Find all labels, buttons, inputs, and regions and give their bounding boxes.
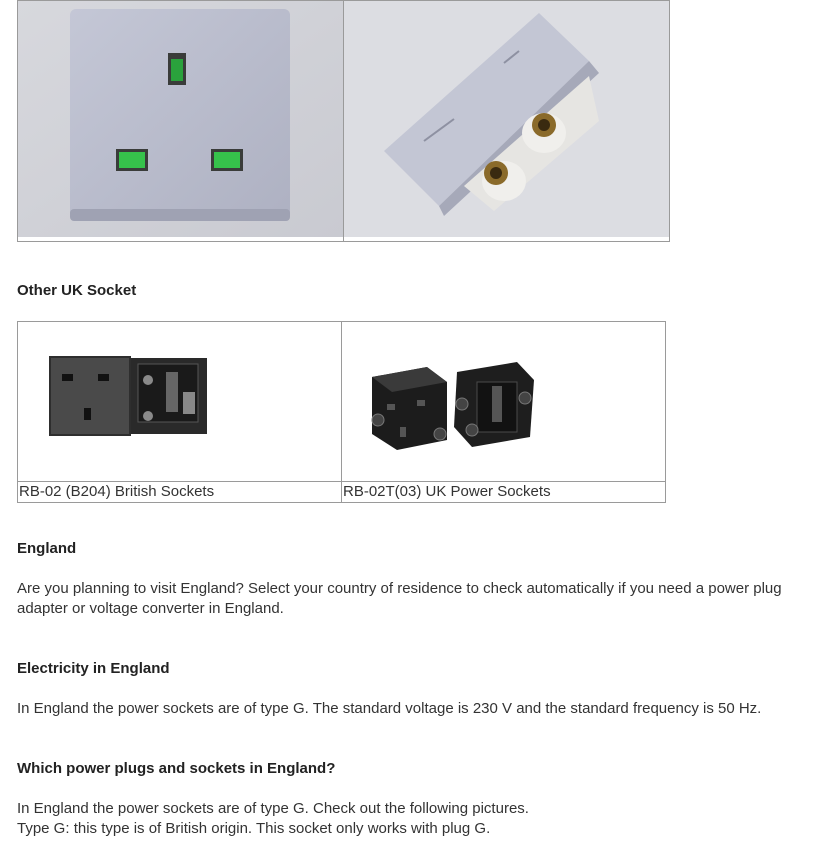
- top-photo-table: [17, 0, 670, 242]
- england-heading: England: [17, 540, 77, 557]
- socket-photo-cell-rb02t: [342, 322, 666, 482]
- socket-caption-cell-rb02t: [342, 482, 666, 503]
- plugs-heading: Which power plugs and sockets in England?: [17, 760, 336, 777]
- socket-caption-cell-rb02: [18, 482, 342, 503]
- other-sockets-table: [17, 321, 666, 503]
- uk-socket-side-photo: [344, 1, 669, 237]
- top-photo-cell-side: [344, 1, 670, 242]
- england-intro-text: Are you planning to visit England? Select your country of residence to check automatically if you need a power plug adapter or voltage converter in England.: [17, 580, 782, 617]
- socket-photo-cell-rb02: [18, 322, 342, 482]
- rb02t-socket-photo: [342, 322, 665, 477]
- socket-caption-rb02: RB-02 (B204) British Sockets: [19, 483, 215, 500]
- other-uk-socket-heading: Other UK Socket: [17, 282, 137, 299]
- plugs-line-2: Type G: this type is of British origin. This socket only works with plug G.: [17, 820, 491, 837]
- plugs-line-1: In England the power sockets are of type G. Check out the following pictures.: [17, 800, 529, 817]
- top-photo-cell-front: [18, 1, 344, 242]
- uk-socket-front-photo: [18, 1, 343, 237]
- electricity-heading: Electricity in England: [17, 660, 170, 677]
- socket-caption-rb02t: RB-02T(03) UK Power Sockets: [343, 483, 551, 500]
- electricity-text: In England the power sockets are of type G. The standard voltage is 230 V and the standard frequency is 50 Hz.: [17, 700, 762, 717]
- rb02-socket-photo: [18, 322, 341, 477]
